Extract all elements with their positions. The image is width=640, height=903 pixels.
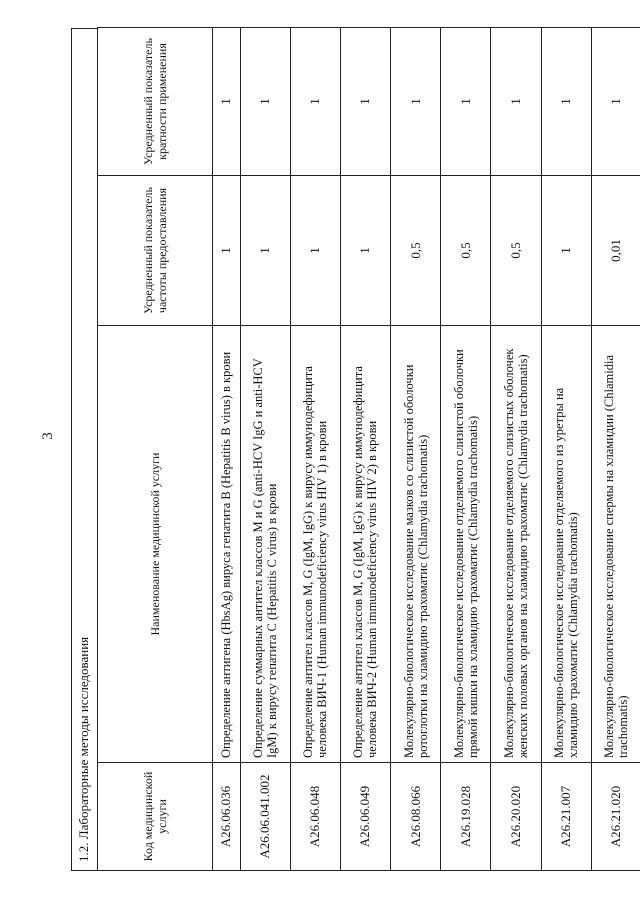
multiplicity-value: 1 xyxy=(240,28,290,176)
table-row xyxy=(591,28,640,871)
table-row xyxy=(290,28,340,871)
service-code: A26.06.036 xyxy=(213,763,241,871)
section-title: 1.2. Лабораторные методы исследования xyxy=(71,28,97,871)
frequency-value: 0,01 xyxy=(591,176,640,326)
table-row xyxy=(340,28,390,871)
table-row xyxy=(441,28,491,871)
table-row xyxy=(213,28,241,871)
services-table xyxy=(97,27,640,871)
service-name: Определение суммарных антител классов M и G (anti-HCV IgG и anti-HCV IgM) к вирусу гепатита С (Hepatitis C virus) в крови xyxy=(240,326,290,763)
table-row xyxy=(391,28,441,871)
service-code: A26.06.048 xyxy=(290,763,340,871)
service-code: A26.21.007 xyxy=(541,763,591,871)
document-page xyxy=(71,28,640,871)
table-row xyxy=(491,28,541,871)
service-name: Определение антител классов M, G (IgM, IgG) к вирусу иммунодефицита человека ВИЧ-2 (Human immunodeficiency virus HIV 2) в крови xyxy=(340,326,390,763)
service-code: A26.21.020 xyxy=(591,763,640,871)
service-code: A26.08.066 xyxy=(391,763,441,871)
column-header-code: Код медицинской услуги xyxy=(98,763,213,871)
service-name: Молекулярно-биологическое исследование отделяемого слизистых оболочек женских половых органов на хламидию трахоматис (Chlamydia trachomatis) xyxy=(491,326,541,763)
service-name: Молекулярно-биологическое исследование отделяемого из уретры на хламидию трахоматис (Chlamydia trachomatis) xyxy=(541,326,591,763)
table-row xyxy=(240,28,290,871)
page-number: 3 xyxy=(40,432,56,440)
service-code: A26.19.028 xyxy=(441,763,491,871)
multiplicity-value: 1 xyxy=(491,28,541,176)
multiplicity-value: 1 xyxy=(213,28,241,176)
service-code: A26.06.041.002 xyxy=(240,763,290,871)
table-row xyxy=(541,28,591,871)
column-header-multiplicity: Усредненный показатель кратности применения xyxy=(98,28,213,176)
frequency-value: 1 xyxy=(290,176,340,326)
multiplicity-value: 1 xyxy=(391,28,441,176)
service-code: A26.20.020 xyxy=(491,763,541,871)
multiplicity-value: 1 xyxy=(441,28,491,176)
multiplicity-value: 1 xyxy=(591,28,640,176)
service-name: Молекулярно-биологическое исследование мазков со слизистой оболочки ротоглотки на хламидию трахоматис (Chlamydia trachomatis) xyxy=(391,326,441,763)
service-name: Молекулярно-биологическое исследование спермы на хламидии (Chlamidia trachomatis) xyxy=(591,326,640,763)
frequency-value: 0,5 xyxy=(491,176,541,326)
multiplicity-value: 1 xyxy=(340,28,390,176)
multiplicity-value: 1 xyxy=(290,28,340,176)
frequency-value: 0,5 xyxy=(441,176,491,326)
frequency-value: 0,5 xyxy=(391,176,441,326)
service-name: Определение антигена (HbsAg) вируса гепатита В (Hepatitis B virus) в крови xyxy=(213,326,241,763)
service-name: Молекулярно-биологическое исследование отделяемого слизистой оболочки прямой кишки на хламидию трахоматис (Chlamydia trachomatis) xyxy=(441,326,491,763)
service-name: Определение антител классов M, G (IgM, IgG) к вирусу иммунодефицита человека ВИЧ-1 (Human immunodeficiency virus HIV 1) в крови xyxy=(290,326,340,763)
frequency-value: 1 xyxy=(240,176,290,326)
frequency-value: 1 xyxy=(541,176,591,326)
service-code: A26.06.049 xyxy=(340,763,390,871)
table-header-row xyxy=(98,28,213,871)
rotated-content xyxy=(71,28,640,871)
multiplicity-value: 1 xyxy=(541,28,591,176)
frequency-value: 1 xyxy=(213,176,241,326)
column-header-frequency: Усредненный показатель частоты предоставления xyxy=(98,176,213,326)
column-header-name: Наименование медицинской услуги xyxy=(98,326,213,763)
frequency-value: 1 xyxy=(340,176,390,326)
